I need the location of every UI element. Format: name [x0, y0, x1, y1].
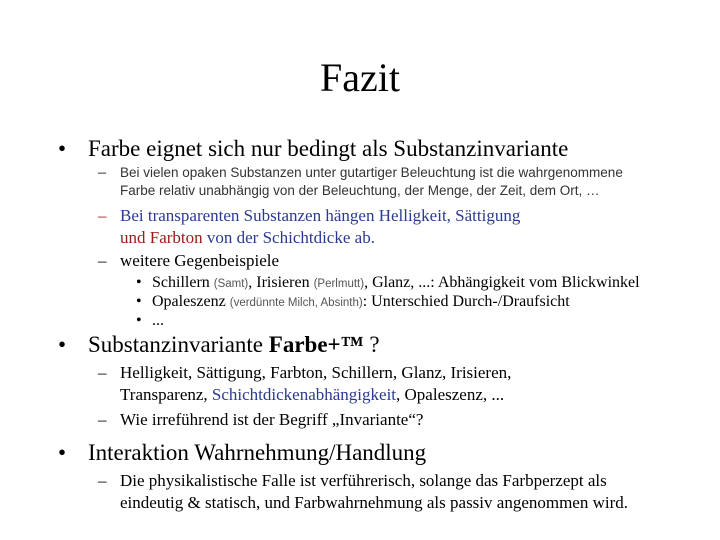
sub-bullet-2-1-line-1: Helligkeit, Sättigung, Farbton, Schillern, Glanz, Irisieren,	[120, 363, 512, 382]
bullet-2-question: ?	[363, 332, 380, 357]
bullet-marker: •	[58, 332, 67, 357]
sub-bullet-2-2-text: Wie irreführend ist der Begriff „Invariante“?	[120, 410, 424, 429]
sub-sub-bullet-1-text	[152, 273, 640, 294]
sub-bullet-2-1-line-2	[120, 384, 504, 405]
term-transparenz: Transparenz,	[120, 385, 212, 404]
bullet-marker: •	[136, 274, 142, 291]
term-opaleszenz-2: , Opaleszenz, ...	[396, 385, 505, 404]
term-irisieren: , Irisieren	[248, 274, 310, 291]
dash-marker: –	[98, 471, 107, 490]
bullet-marker: •	[136, 293, 142, 310]
sub-bullet-1-1-line-2: Farbe relativ unabhängig von der Beleuchtung, der Menge, der Zeit, dem Ort, …	[120, 183, 600, 198]
sub-bullet-1-3-text: weitere Gegenbeispiele	[120, 251, 280, 270]
term-schillern: Schillern	[152, 274, 210, 291]
highlight-schichtdicke: Schichtdickenabhängigkeit	[211, 385, 397, 404]
bullet-2-text	[88, 331, 380, 359]
bullet-1-text: Farbe eignet sich nur bedingt als Substanzinvariante	[88, 136, 569, 161]
bullet-marker: •	[58, 440, 67, 465]
dash-marker: –	[98, 206, 107, 225]
note-samt: (Samt)	[213, 278, 249, 290]
bullet-marker: •	[136, 312, 142, 329]
note-milch-absinth: (verdünnte Milch, Absinth)	[229, 297, 363, 309]
sub-bullet-3-1-line-2: eindeutig & statisch, und Farbwahrnehmung als passiv angenommen wird.	[120, 493, 629, 512]
sub-bullet-1-2-line-1: Bei transparenten Substanzen hängen Helligkeit, Sättigung	[120, 206, 521, 225]
sub-bullet-3-1-line-1: Die physikalistische Falle ist verführerisch, solange das Farbperzept als	[120, 471, 607, 490]
sub-bullet-1-2-line-2	[120, 227, 375, 248]
slide-title: Fazit	[320, 55, 400, 100]
bullet-2-bold: Farbe+™	[268, 332, 364, 357]
sub-bullet-1-1-line-1: Bei vielen opaken Substanzen unter gutartiger Beleuchtung ist die wahrgenommene	[120, 165, 623, 180]
bullet-2-part-1: Substanzinvariante	[88, 332, 269, 357]
bullet-3-text: Interaktion Wahrnehmung/Handlung	[88, 440, 427, 465]
dash-marker: –	[98, 410, 107, 429]
term-durchsicht: : Unterschied Durch-/Draufsicht	[362, 293, 570, 310]
dash-marker: –	[98, 363, 107, 382]
term-opaleszenz: Opaleszenz	[152, 293, 226, 310]
sub-sub-bullet-3-text: ...	[152, 312, 164, 329]
note-perlmutt: (Perlmutt)	[313, 278, 365, 290]
sub-sub-bullet-2-text	[152, 292, 570, 313]
sub-bullet-1-2-rest: von der Schichtdicke ab.	[202, 228, 375, 247]
dash-marker: –	[98, 251, 107, 270]
dash-marker: –	[98, 164, 106, 181]
term-glanz: , Glanz, ...: Abhängigkeit vom Blickwinkel	[364, 274, 640, 291]
highlight-farbton: und Farbton	[120, 228, 203, 247]
bullet-marker: •	[58, 136, 67, 161]
